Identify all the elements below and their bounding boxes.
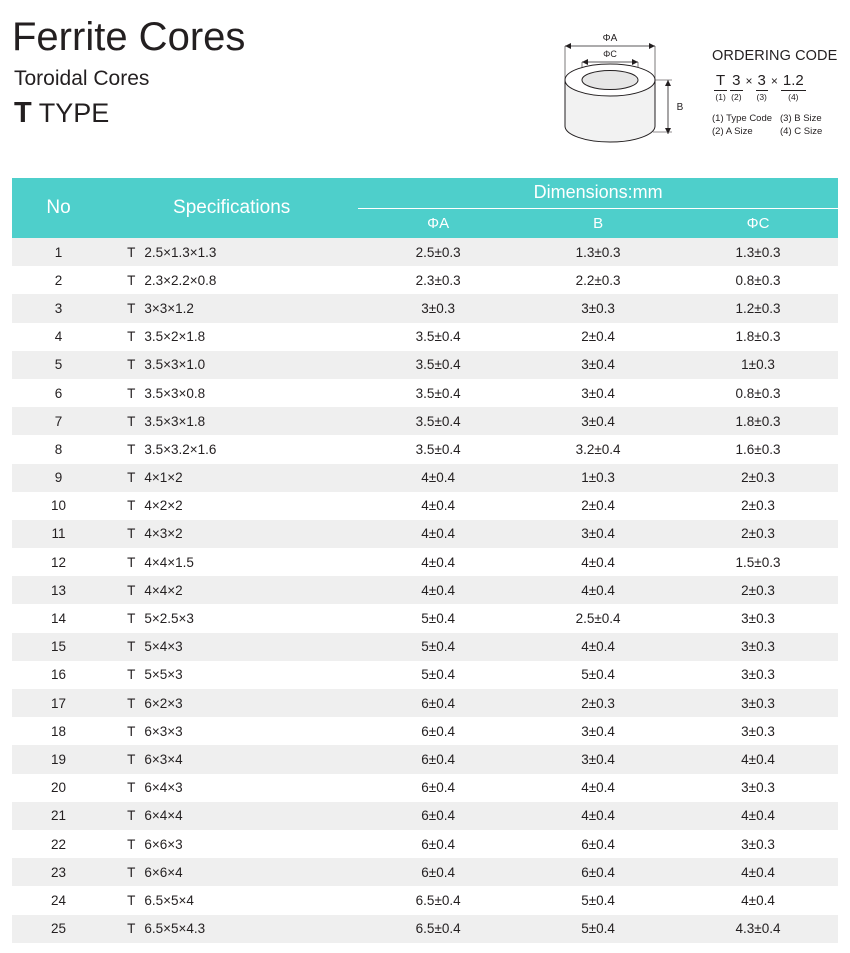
cell-dim-phi-a: 3.5±0.4 xyxy=(415,385,461,401)
ordering-code-separator-1: × xyxy=(745,74,753,88)
cell-dim-b: 1±0.3 xyxy=(581,470,615,486)
cell-no: 24 xyxy=(51,892,67,908)
cell-dim-phi-a: 3.5±0.4 xyxy=(415,413,461,429)
cell-no: 25 xyxy=(51,921,67,937)
cell-specification xyxy=(105,886,358,914)
ordering-code-value-2: 3 xyxy=(732,72,741,89)
table-row xyxy=(12,492,838,520)
ordering-code-legend xyxy=(712,112,848,138)
cell-dim-phi-c: 1.5±0.3 xyxy=(735,554,781,570)
cell-specification xyxy=(105,774,358,802)
table-row xyxy=(12,435,838,463)
cell-dim-phi-c: 1.2±0.3 xyxy=(735,300,781,316)
cell-dim-b: 6±0.4 xyxy=(581,836,615,852)
cell-no: 20 xyxy=(51,780,67,796)
cell-dim-b: 3±0.4 xyxy=(581,526,615,542)
cell-type-code: T xyxy=(127,244,136,260)
cell-specification xyxy=(105,492,358,520)
cell-specification xyxy=(105,689,358,717)
cores-table-body xyxy=(12,238,838,943)
cell-spec-dims: 6×4×4 xyxy=(144,808,183,824)
table-row xyxy=(12,238,838,266)
cell-no: 5 xyxy=(54,357,63,373)
cell-dim-phi-c: 3±0.3 xyxy=(741,695,775,711)
cell-dim-b: 2.5±0.4 xyxy=(575,611,621,627)
cell-dim-phi-a: 6±0.4 xyxy=(421,864,455,880)
cell-dim-phi-c: 4±0.4 xyxy=(741,892,775,908)
table-row xyxy=(12,830,838,858)
ordering-code-part-1 xyxy=(714,72,727,103)
cell-type-code: T xyxy=(127,836,136,852)
cell-dim-phi-a: 6±0.4 xyxy=(421,723,455,739)
type-code-word: TYPE xyxy=(31,98,110,128)
dim-label-b: B xyxy=(676,102,684,113)
cell-spec-dims: 2.3×2.2×0.8 xyxy=(144,272,217,288)
cell-spec-dims: 3.5×3×0.8 xyxy=(144,385,206,401)
ordering-code-block xyxy=(712,48,848,138)
cell-dim-b: 5±0.4 xyxy=(581,667,615,683)
col-header-specifications: Specifications xyxy=(105,178,358,238)
cell-dim-b: 2±0.3 xyxy=(581,695,615,711)
cell-dim-phi-a: 6±0.4 xyxy=(421,751,455,767)
cell-dim-phi-c: 3±0.3 xyxy=(741,836,775,852)
cell-spec-dims: 5×4×3 xyxy=(144,639,183,655)
col-header-b: B xyxy=(518,208,678,238)
table-row xyxy=(12,802,838,830)
cell-spec-dims: 6.5×5×4.3 xyxy=(144,921,206,937)
cell-type-code: T xyxy=(127,864,136,880)
cell-dim-phi-a: 3±0.3 xyxy=(421,300,455,316)
cell-dim-b: 3±0.4 xyxy=(581,385,615,401)
cell-dim-phi-c: 1.3±0.3 xyxy=(735,244,781,260)
cell-specification xyxy=(105,858,358,886)
cell-type-code: T xyxy=(127,300,136,316)
cell-type-code: T xyxy=(127,413,136,429)
cell-type-code: T xyxy=(127,329,136,345)
cell-spec-dims: 3×3×1.2 xyxy=(144,300,194,316)
col-header-no: No xyxy=(12,178,105,238)
cell-no: 19 xyxy=(51,751,67,767)
cell-specification xyxy=(105,661,358,689)
cell-type-code: T xyxy=(127,385,136,401)
cell-type-code: T xyxy=(127,582,136,598)
ordering-code-index-1: (1) xyxy=(715,92,726,102)
cell-dim-phi-a: 6±0.4 xyxy=(421,695,455,711)
page-subtitle: Toroidal Cores xyxy=(14,67,150,90)
cell-dim-b: 4±0.4 xyxy=(581,780,615,796)
table-row xyxy=(12,886,838,914)
cell-dim-phi-c: 1.6±0.3 xyxy=(735,441,781,457)
legend-1-right: (3) B Size xyxy=(780,113,822,124)
cell-dim-phi-a: 6.5±0.4 xyxy=(415,921,461,937)
ordering-code-value-1: T xyxy=(716,72,726,89)
cell-spec-dims: 3.5×3.2×1.6 xyxy=(144,441,217,457)
table-row xyxy=(12,745,838,773)
cell-specification xyxy=(105,633,358,661)
table-row xyxy=(12,774,838,802)
ordering-code-part-4 xyxy=(781,72,806,103)
ordering-code-part-3 xyxy=(756,72,768,103)
cell-dim-b: 3.2±0.4 xyxy=(575,441,621,457)
ordering-code-index-3: (3) xyxy=(756,92,767,102)
cell-type-code: T xyxy=(127,808,136,824)
cell-specification xyxy=(105,435,358,463)
cell-spec-dims: 5×2.5×3 xyxy=(144,611,194,627)
cell-spec-dims: 6×6×4 xyxy=(144,864,183,880)
cell-no: 1 xyxy=(54,244,63,260)
table-row xyxy=(12,379,838,407)
cell-dim-b: 4±0.4 xyxy=(581,808,615,824)
cell-specification xyxy=(105,915,358,943)
cell-spec-dims: 6.5×5×4 xyxy=(144,892,194,908)
cell-spec-dims: 3.5×3×1.0 xyxy=(144,357,206,373)
cell-no: 8 xyxy=(54,441,63,457)
cell-no: 15 xyxy=(51,639,67,655)
dim-label-phi-a: ΦA xyxy=(602,33,618,44)
toroid-drawing xyxy=(540,26,700,166)
cell-dim-phi-c: 1±0.3 xyxy=(741,357,775,373)
cell-dim-phi-a: 4±0.4 xyxy=(421,582,455,598)
cell-dim-b: 5±0.4 xyxy=(581,921,615,937)
cell-dim-phi-c: 3±0.3 xyxy=(741,780,775,796)
table-row xyxy=(12,464,838,492)
cell-dim-phi-a: 6±0.4 xyxy=(421,780,455,796)
cell-no: 6 xyxy=(54,385,63,401)
cell-dim-b: 2±0.4 xyxy=(581,329,615,345)
cell-type-code: T xyxy=(127,272,136,288)
cell-specification xyxy=(105,379,358,407)
cell-dim-b: 3±0.4 xyxy=(581,751,615,767)
cell-no: 9 xyxy=(54,470,63,486)
cell-dim-b: 4±0.4 xyxy=(581,639,615,655)
cell-dim-phi-a: 4±0.4 xyxy=(421,526,455,542)
ordering-code-separator-2: × xyxy=(770,74,778,88)
cell-dim-phi-c: 1.8±0.3 xyxy=(735,329,781,345)
cell-dim-phi-a: 3.5±0.4 xyxy=(415,329,461,345)
cell-type-code: T xyxy=(127,357,136,373)
legend-2-right: (4) C Size xyxy=(780,126,823,137)
cell-dim-phi-a: 3.5±0.4 xyxy=(415,357,461,373)
table-row xyxy=(12,633,838,661)
cell-dim-phi-c: 4.3±0.4 xyxy=(735,921,781,937)
cell-no: 22 xyxy=(51,836,67,852)
cell-specification xyxy=(105,266,358,294)
table-row xyxy=(12,915,838,943)
cell-no: 18 xyxy=(51,723,67,739)
cell-dim-phi-a: 5±0.4 xyxy=(421,611,455,627)
legend-line-2 xyxy=(712,125,848,138)
table-row xyxy=(12,407,838,435)
ordering-code-index-2: (2) xyxy=(731,92,742,102)
cell-dim-phi-c: 2±0.3 xyxy=(741,582,775,598)
cell-spec-dims: 6×3×3 xyxy=(144,723,183,739)
cell-specification xyxy=(105,745,358,773)
cores-table-header-row-1 xyxy=(12,178,838,208)
cell-dim-phi-c: 0.8±0.3 xyxy=(735,272,781,288)
cell-dim-b: 2.2±0.3 xyxy=(575,272,621,288)
cell-specification xyxy=(105,238,358,266)
cell-dim-phi-c: 4±0.4 xyxy=(741,808,775,824)
cell-no: 23 xyxy=(51,864,67,880)
cell-spec-dims: 2.5×1.3×1.3 xyxy=(144,244,217,260)
cell-spec-dims: 4×4×1.5 xyxy=(144,554,194,570)
cell-type-code: T xyxy=(127,921,136,937)
legend-line-1 xyxy=(712,112,848,125)
page-title: Ferrite Cores xyxy=(12,15,246,59)
cell-specification xyxy=(105,604,358,632)
cell-dim-phi-a: 5±0.4 xyxy=(421,667,455,683)
cell-dim-b: 4±0.4 xyxy=(581,582,615,598)
cell-type-code: T xyxy=(127,892,136,908)
legend-1-left: (1) Type Code xyxy=(712,113,773,124)
cell-spec-dims: 4×4×2 xyxy=(144,582,183,598)
cell-type-code: T xyxy=(127,470,136,486)
dim-label-phi-c: ΦC xyxy=(603,49,617,59)
cell-spec-dims: 6×2×3 xyxy=(144,695,183,711)
table-row xyxy=(12,604,838,632)
cell-dim-b: 2±0.4 xyxy=(581,498,615,514)
cell-no: 13 xyxy=(51,582,67,598)
cores-table-head xyxy=(12,178,838,238)
cell-dim-phi-a: 6±0.4 xyxy=(421,836,455,852)
cell-specification xyxy=(105,294,358,322)
cell-spec-dims: 6×6×3 xyxy=(144,836,183,852)
cell-no: 10 xyxy=(51,498,67,514)
cell-no: 12 xyxy=(51,554,67,570)
col-header-dimensions: Dimensions:mm xyxy=(358,178,838,208)
cell-spec-dims: 6×3×4 xyxy=(144,751,183,767)
ordering-code-value-3: 3 xyxy=(757,72,766,89)
cell-dim-b: 3±0.4 xyxy=(581,413,615,429)
cell-dim-phi-c: 4±0.4 xyxy=(741,751,775,767)
cell-dim-phi-c: 0.8±0.3 xyxy=(735,385,781,401)
cell-no: 14 xyxy=(51,611,67,627)
cell-dim-b: 3±0.4 xyxy=(581,723,615,739)
cell-type-code: T xyxy=(127,611,136,627)
ordering-code-row xyxy=(714,72,848,103)
col-header-phi-a: ΦA xyxy=(358,208,518,238)
cell-specification xyxy=(105,407,358,435)
cell-specification xyxy=(105,351,358,379)
cell-dim-phi-c: 2±0.3 xyxy=(741,498,775,514)
table-row xyxy=(12,266,838,294)
cell-no: 11 xyxy=(51,526,66,542)
cell-dim-b: 6±0.4 xyxy=(581,864,615,880)
table-row xyxy=(12,520,838,548)
ordering-code-value-4: 1.2 xyxy=(782,72,804,89)
cell-no: 16 xyxy=(51,667,67,683)
cell-dim-phi-c: 1.8±0.3 xyxy=(735,413,781,429)
cell-dim-b: 5±0.4 xyxy=(581,892,615,908)
table-row xyxy=(12,689,838,717)
cell-type-code: T xyxy=(127,695,136,711)
cell-dim-phi-a: 4±0.4 xyxy=(421,554,455,570)
toroid-drawing-svg xyxy=(540,26,700,166)
cell-no: 21 xyxy=(51,808,67,824)
cell-type-code: T xyxy=(127,723,136,739)
cell-specification xyxy=(105,830,358,858)
table-row xyxy=(12,717,838,745)
cell-dim-b: 3±0.3 xyxy=(581,300,615,316)
cell-dim-phi-c: 2±0.3 xyxy=(741,470,775,486)
cell-dim-phi-a: 2.3±0.3 xyxy=(415,272,461,288)
table-row xyxy=(12,858,838,886)
cell-spec-dims: 3.5×2×1.8 xyxy=(144,329,206,345)
cell-dim-phi-a: 4±0.4 xyxy=(421,470,455,486)
cell-type-code: T xyxy=(127,667,136,683)
cell-dim-b: 3±0.4 xyxy=(581,357,615,373)
cell-type-code: T xyxy=(127,639,136,655)
table-row xyxy=(12,323,838,351)
cell-dim-phi-c: 2±0.3 xyxy=(741,526,775,542)
cell-type-code: T xyxy=(127,441,136,457)
cell-no: 2 xyxy=(54,272,63,288)
table-row xyxy=(12,661,838,689)
cell-type-code: T xyxy=(127,780,136,796)
cell-spec-dims: 6×4×3 xyxy=(144,780,183,796)
cell-spec-dims: 4×1×2 xyxy=(144,470,183,486)
cell-dim-phi-a: 6.5±0.4 xyxy=(415,892,461,908)
cell-spec-dims: 5×5×3 xyxy=(144,667,183,683)
ordering-code-part-2 xyxy=(730,72,742,103)
cell-dim-phi-c: 4±0.4 xyxy=(741,864,775,880)
page-header xyxy=(0,0,850,178)
cell-specification xyxy=(105,520,358,548)
cell-dim-phi-c: 3±0.3 xyxy=(741,639,775,655)
cell-specification xyxy=(105,548,358,576)
cell-no: 17 xyxy=(51,695,67,711)
cell-spec-dims: 3.5×3×1.8 xyxy=(144,413,206,429)
type-code-letter: T xyxy=(14,97,32,129)
cell-specification xyxy=(105,802,358,830)
cell-dim-b: 4±0.4 xyxy=(581,554,615,570)
ordering-code-title: ORDERING CODE xyxy=(712,48,838,64)
cell-type-code: T xyxy=(127,498,136,514)
cell-dim-phi-a: 2.5±0.3 xyxy=(415,244,461,260)
cell-no: 4 xyxy=(54,329,63,345)
cell-type-code: T xyxy=(127,526,136,542)
cell-spec-dims: 4×3×2 xyxy=(144,526,183,542)
cell-specification xyxy=(105,464,358,492)
table-row xyxy=(12,576,838,604)
cell-specification xyxy=(105,323,358,351)
cell-dim-phi-a: 6±0.4 xyxy=(421,808,455,824)
table-row xyxy=(12,294,838,322)
col-header-phi-c: ΦC xyxy=(678,208,838,238)
cell-dim-phi-a: 4±0.4 xyxy=(421,498,455,514)
cell-specification xyxy=(105,717,358,745)
cell-dim-phi-c: 3±0.3 xyxy=(741,667,775,683)
cores-table xyxy=(12,178,838,943)
cell-spec-dims: 4×2×2 xyxy=(144,498,183,514)
table-row xyxy=(12,548,838,576)
table-row xyxy=(12,351,838,379)
cell-no: 7 xyxy=(54,413,63,429)
cell-dim-phi-a: 5±0.4 xyxy=(421,639,455,655)
cell-type-code: T xyxy=(127,554,136,570)
ordering-code-index-4: (4) xyxy=(788,92,799,102)
cell-no: 3 xyxy=(54,300,63,316)
legend-2-left: (2) A Size xyxy=(712,126,753,137)
cell-specification xyxy=(105,576,358,604)
cell-dim-phi-c: 3±0.3 xyxy=(741,611,775,627)
cell-dim-phi-c: 3±0.3 xyxy=(741,723,775,739)
cell-dim-b: 1.3±0.3 xyxy=(575,244,621,260)
cell-type-code: T xyxy=(127,751,136,767)
cell-dim-phi-a: 3.5±0.4 xyxy=(415,441,461,457)
